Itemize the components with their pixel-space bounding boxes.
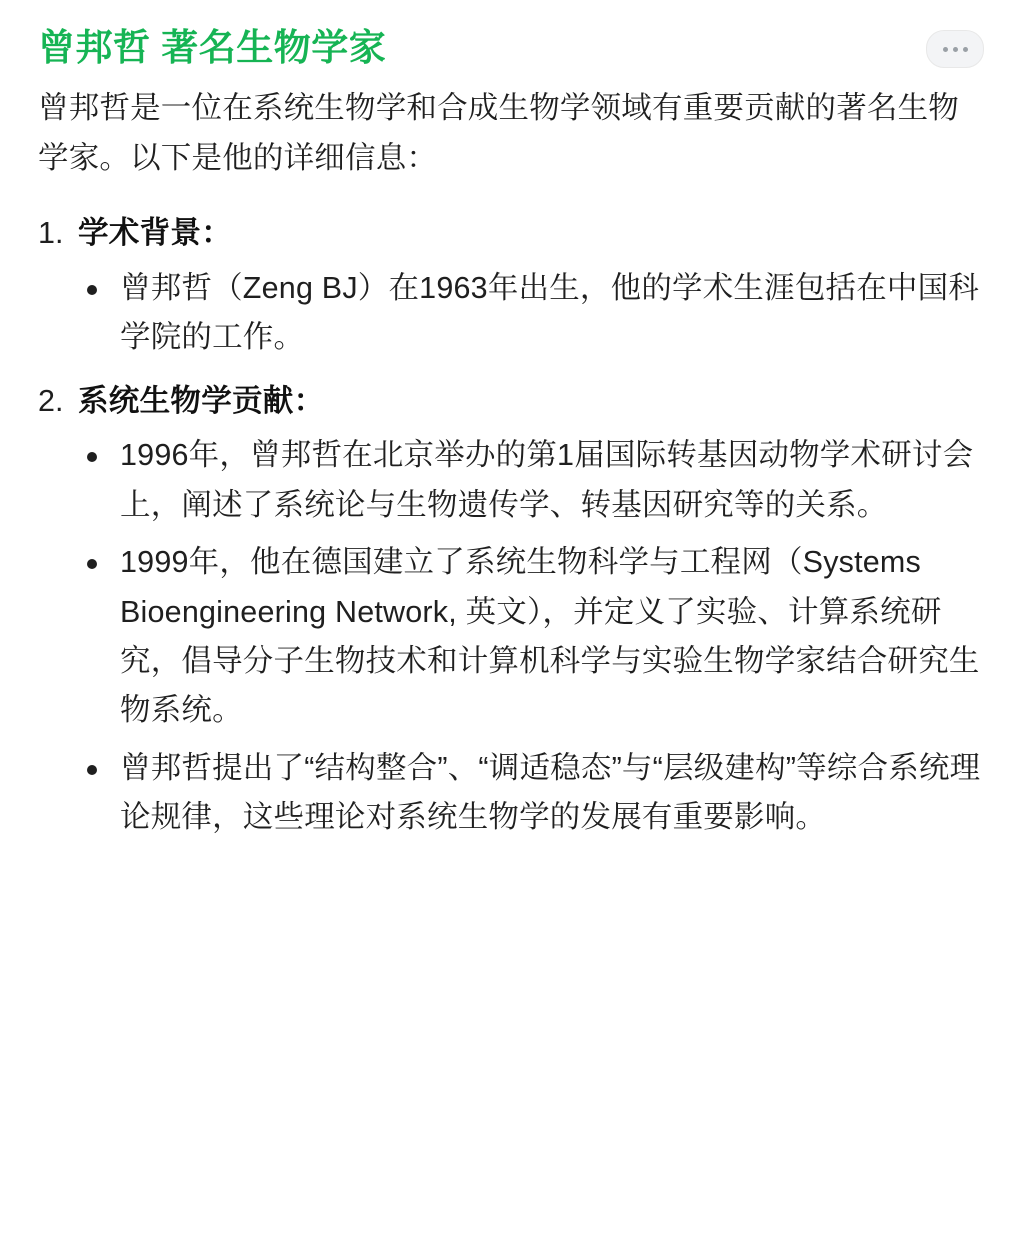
section-colon: ： bbox=[293, 383, 325, 418]
section-heading bbox=[38, 377, 984, 426]
section-title: 系统生物学贡献 bbox=[78, 383, 294, 418]
list-item: 曾邦哲提出了“结构整合”、“调适稳态”与“层级建构”等综合系统理论规律，这些理论对系统生物学的发展有重要影响。 bbox=[78, 744, 984, 843]
list-item: 1996年，曾邦哲在北京举办的第1届国际转基因动物学术研讨会上，阐述了系统论与生物遗传学、转基因研究等的关系。 bbox=[78, 431, 984, 530]
section-systems-biology-contributions bbox=[38, 377, 984, 843]
section-list bbox=[38, 209, 984, 843]
ellipsis-icon-dot-2 bbox=[953, 47, 958, 52]
list-item: 曾邦哲（Zeng BJ）在1963年出生，他的学术生涯包括在中国科学院的工作。 bbox=[78, 264, 984, 363]
list-item: 1999年，他在德国建立了系统生物科学与工程网（Systems Bioengineering Network, 英文），并定义了实验、计算系统研究，倡导分子生物技术和计算机科学与实验生物学家结合研究生物系统。 bbox=[78, 538, 984, 736]
ellipsis-icon-dot-3 bbox=[963, 47, 968, 52]
ellipsis-icon-dot-1 bbox=[943, 47, 948, 52]
section-title: 学术背景 bbox=[78, 215, 202, 250]
section-number: 1. bbox=[38, 215, 64, 250]
header bbox=[38, 18, 984, 72]
more-options-button[interactable] bbox=[926, 30, 984, 68]
bullet-list bbox=[38, 264, 984, 363]
page-title: 曾邦哲 著名生物学家 bbox=[38, 27, 387, 68]
bullet-list bbox=[38, 431, 984, 842]
section-number: 2. bbox=[38, 383, 64, 418]
section-colon: ： bbox=[201, 215, 233, 250]
intro-paragraph: 曾邦哲是一位在系统生物学和合成生物学领域有重要贡献的著名生物学家。以下是他的详细信息： bbox=[38, 91, 959, 175]
section-academic-background bbox=[38, 209, 984, 363]
section-heading bbox=[38, 209, 984, 258]
